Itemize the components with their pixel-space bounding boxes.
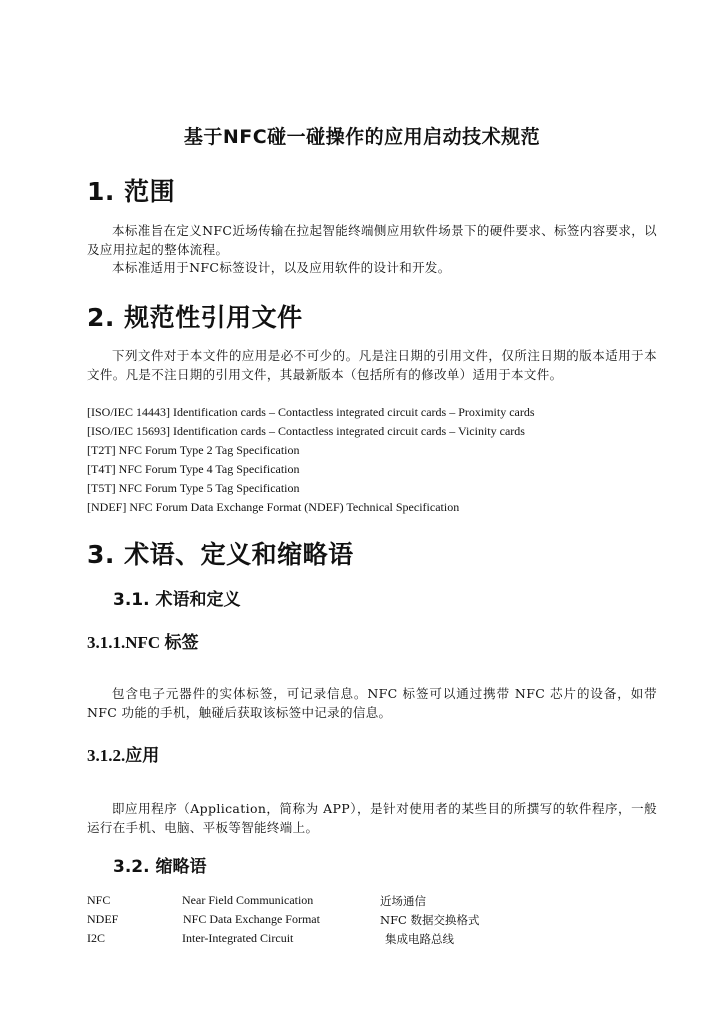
reference-item: [NDEF] NFC Forum Data Exchange Format (NDEF) Technical Specification (87, 500, 460, 514)
scope-paragraph-2: 本标准适用于NFC标签设计，以及应用软件的设计和开发。 (112, 260, 451, 275)
abbreviation-code: NFC (87, 893, 111, 907)
abbreviation-english: Inter-Integrated Circuit (182, 931, 294, 945)
abbreviation-chinese: 集成电路总线 (385, 932, 454, 946)
term-text-application: 即应用程序（Application，简称为 APP），是针对使用者的某些目的所撰写的软件程序，一般运行在手机、电脑、平板等智能终端上。 (87, 801, 657, 835)
subsection-heading-abbreviations: 3.2. 缩略语 (113, 857, 207, 877)
subsection-heading-terms-definitions: 3.1. 术语和定义 (113, 590, 241, 610)
abbreviation-code: NDEF (87, 912, 119, 926)
document-title: 基于NFC碰一碰操作的应用启动技术规范 (183, 126, 541, 148)
abbreviation-row (87, 912, 657, 930)
abbreviation-row (87, 931, 657, 949)
references-intro: 下列文件对于本文件的应用是必不可少的。凡是注日期的引用文件，仅所注日期的版本适用于本文件。凡是不注日期的引用文件，其最新版本（包括所有的修改单）适用于本文件。 (87, 348, 657, 382)
abbreviation-english: Near Field Communication (182, 893, 314, 907)
scope-paragraph-1: 本标准旨在定义NFC近场传输在拉起智能终端侧应用软件场景下的硬件要求、标签内容要求，以及应用拉起的整体流程。 (87, 223, 657, 257)
section-heading-terms: 3. 术语、定义和缩略语 (87, 540, 354, 569)
reference-item: [T2T] NFC Forum Type 2 Tag Specification (87, 443, 300, 457)
term-heading-nfc-tag: 3.1.1.NFC 标签 (87, 633, 199, 652)
abbreviation-code: I2C (87, 931, 105, 945)
abbreviation-row (87, 893, 657, 911)
section-heading-references: 2. 规范性引用文件 (87, 303, 303, 332)
reference-item: [ISO/IEC 15693] Identification cards – Contactless integrated circuit cards – Vicinity cards (87, 424, 525, 438)
reference-item: [T4T] NFC Forum Type 4 Tag Specification (87, 462, 300, 476)
term-text-nfc-tag: 包含电子元器件的实体标签，可记录信息。NFC 标签可以通过携带 NFC 芯片的设备，如带 NFC 功能的手机，触碰后获取该标签中记录的信息。 (87, 686, 657, 720)
abbreviation-english: NFC Data Exchange Format (183, 912, 320, 926)
abbreviation-chinese: NFC 数据交换格式 (380, 913, 480, 927)
reference-item: [ISO/IEC 14443] Identification cards – Contactless integrated circuit cards – Proximity cards (87, 405, 535, 419)
term-heading-application: 3.1.2.应用 (87, 746, 160, 765)
abbreviation-chinese: 近场通信 (380, 894, 426, 908)
reference-item: [T5T] NFC Forum Type 5 Tag Specification (87, 481, 300, 495)
section-heading-scope: 1. 范围 (87, 177, 176, 206)
